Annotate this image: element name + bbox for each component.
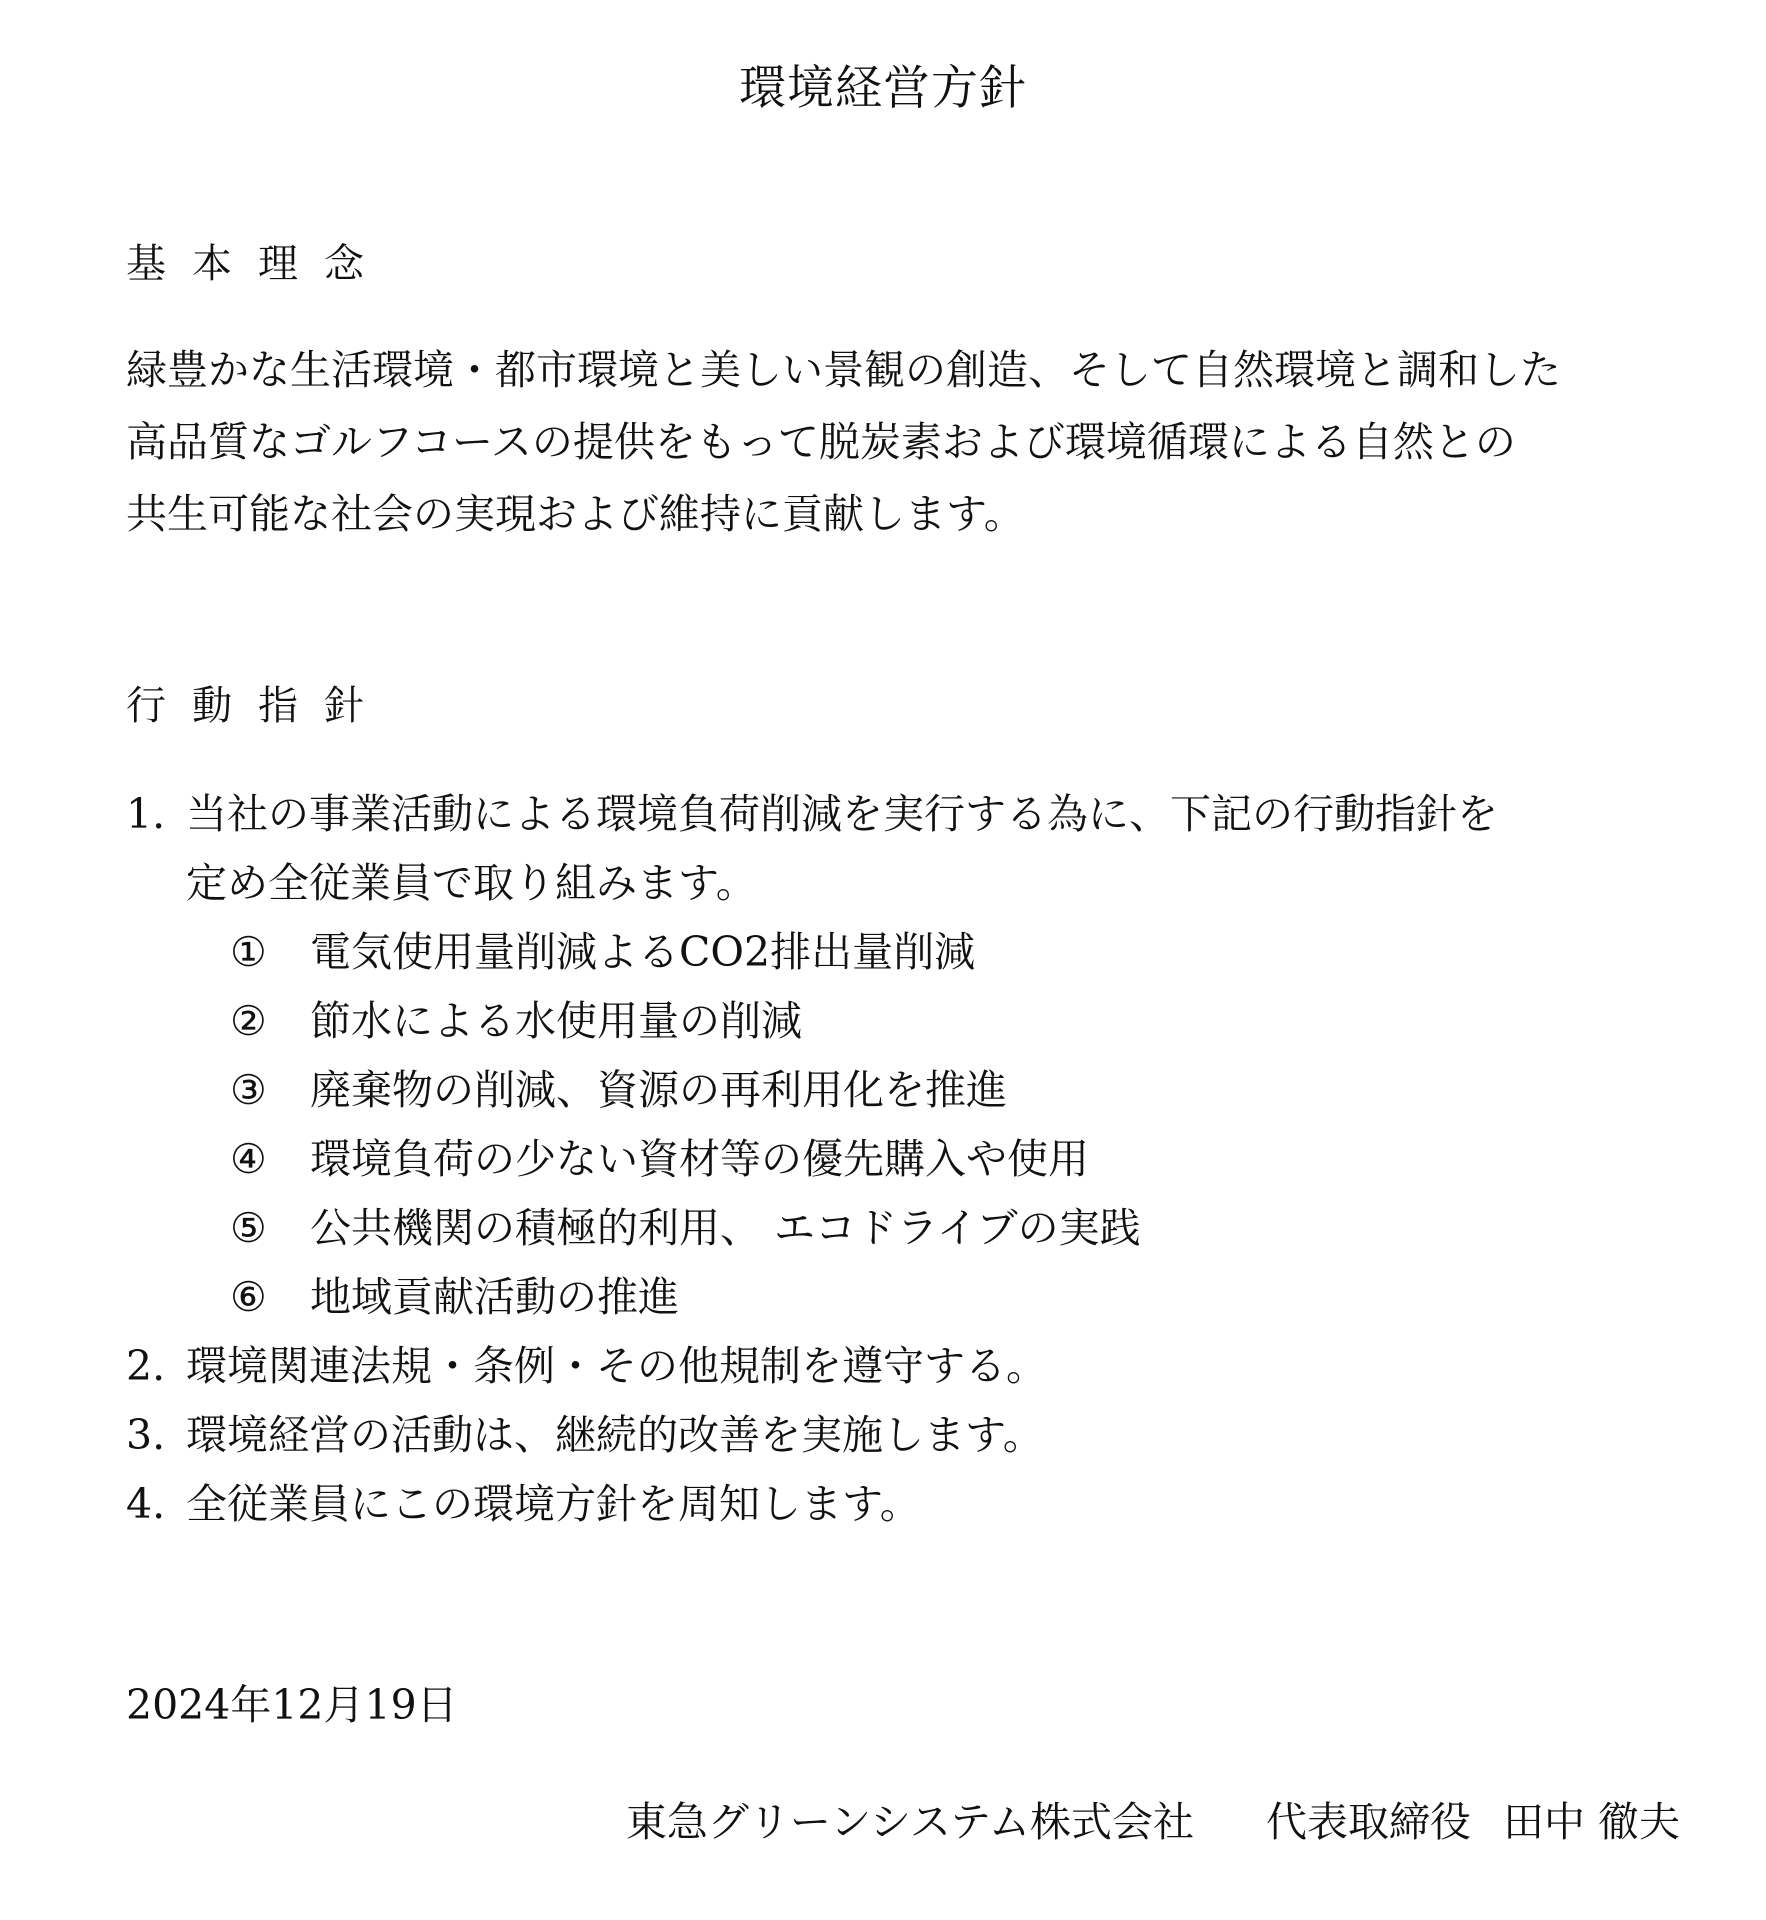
policy-sub-list <box>126 918 1686 1332</box>
policy-sub-item <box>126 1194 1686 1263</box>
circled-number-marker: ② <box>230 997 267 1045</box>
policy-number: 4. <box>126 1480 166 1528</box>
issue-date: 2024年12月19日 <box>126 1681 458 1729</box>
policy-sub-item <box>126 1056 1686 1125</box>
signatory-name: 田中 徹夫 <box>1502 1798 1680 1846</box>
sub-item-text: 地域貢献活動の推進 <box>310 1273 679 1321</box>
circled-number-marker: ③ <box>230 1066 267 1114</box>
action-policy-list <box>126 780 1686 1539</box>
company-name: 東急グリーンシステム株式会社 <box>625 1798 1194 1846</box>
philosophy-heading: 基本理念 <box>126 241 390 287</box>
philosophy-line: 共生可能な社会の実現および維持に貢献します。 <box>126 490 1025 538</box>
circled-number-marker: ⑤ <box>230 1204 267 1252</box>
sub-item-text: 環境負荷の少ない資材等の優先購入や使用 <box>310 1135 1089 1183</box>
document-title: 環境経営方針 <box>739 61 1027 116</box>
circled-number-marker: ⑥ <box>230 1273 267 1321</box>
philosophy-line: 高品質なゴルフコースの提供をもって脱炭素および環境循環による自然との <box>126 418 1516 466</box>
policy-sub-item <box>126 1125 1686 1194</box>
sub-item-text: 電気使用量削減よるCO2排出量削減 <box>310 928 976 976</box>
action-heading: 行動指針 <box>126 683 390 729</box>
policy-item-4 <box>126 1470 1686 1539</box>
signature-block <box>626 1792 1680 1852</box>
policy-text-continuation: 定め全従業員で取り組みます。 <box>186 859 757 907</box>
policy-text: 環境関連法規・条例・その他規制を遵守する。 <box>186 1342 1047 1390</box>
policy-item-2 <box>126 1332 1686 1401</box>
policy-text: 全従業員にこの環境方針を周知します。 <box>186 1480 921 1528</box>
policy-number: 3. <box>126 1411 166 1459</box>
signatory-title: 代表取締役 <box>1265 1798 1471 1846</box>
policy-text: 環境経営の活動は、継続的改善を実施します。 <box>186 1411 1044 1459</box>
policy-sub-item <box>126 918 1686 987</box>
policy-sub-item <box>126 1263 1686 1332</box>
sub-item-text: 公共機関の積極的利用、 エコドライブの実践 <box>310 1204 1141 1252</box>
policy-text: 当社の事業活動による環境負荷削減を実行する為に、下記の行動指針を <box>186 790 1498 838</box>
philosophy-body <box>126 334 1666 550</box>
policy-number: 1. <box>126 790 166 838</box>
philosophy-line: 緑豊かな生活環境・都市環境と美しい景観の創造、そして自然環境と調和した <box>126 346 1561 394</box>
circled-number-marker: ① <box>230 928 267 976</box>
policy-sub-item <box>126 987 1686 1056</box>
sub-item-text: 廃棄物の削減、資源の再利用化を推進 <box>310 1066 1007 1114</box>
policy-number: 2. <box>126 1342 166 1390</box>
sub-item-text: 節水による水使用量の削減 <box>310 997 802 1045</box>
policy-item-3 <box>126 1401 1686 1470</box>
circled-number-marker: ④ <box>230 1135 267 1183</box>
policy-item-1 <box>126 780 1686 849</box>
